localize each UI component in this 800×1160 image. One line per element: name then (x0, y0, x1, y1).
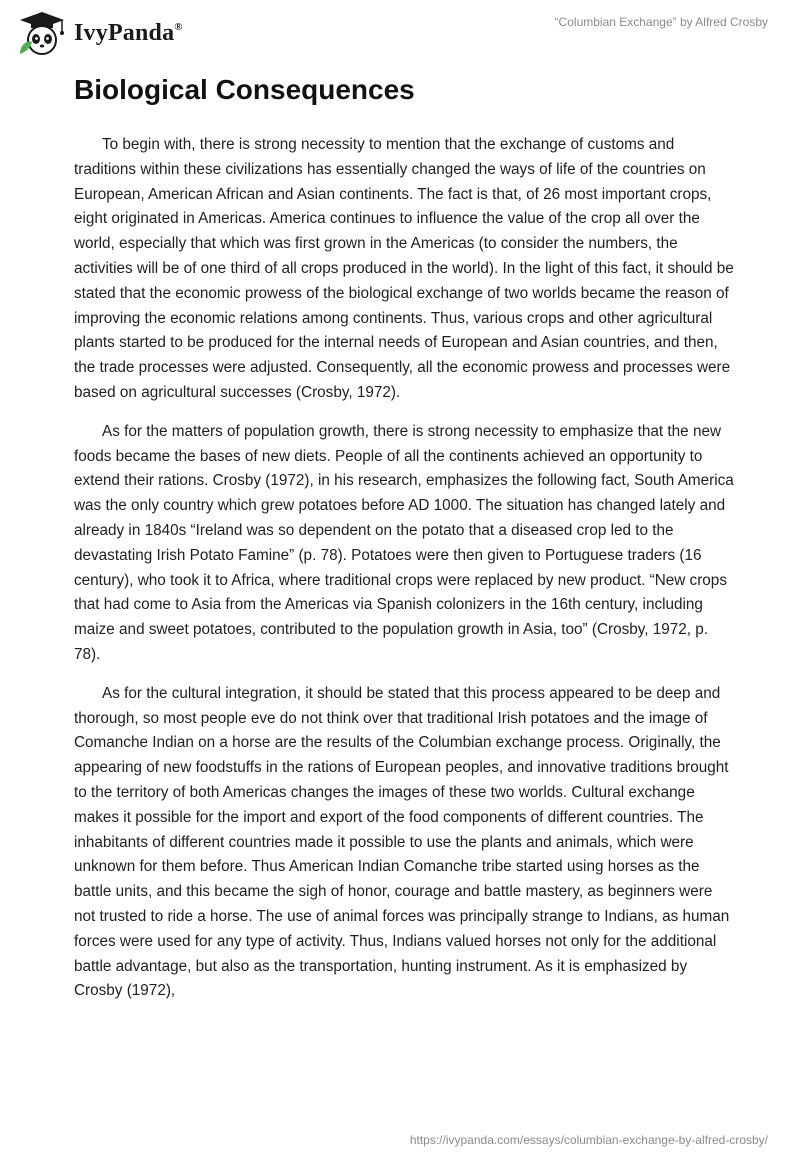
document-title: “Columbian Exchange” by Alfred Crosby (554, 15, 768, 29)
brand-name: IvyPanda® (74, 19, 183, 46)
paragraph: To begin with, there is strong necessity to mention that the exchange of customs and traditions within these civilizations has essentially changed the ways of life of the countries on European, American African and Asian continents. The fact is that, of 26 most important crops, eight originated in Americas. America continues to influence the value of the crop all over the world, especially that which was first grown in the Americas (to consider the numbers, the activities will be of one third of all crops produced in the world). In the light of this fact, it should be stated that the economic prowess of the biological exchange of two worlds became the reason of improving the economic relations among continents. Thus, various crops and other agricultural plants started to be produced for the internal needs of European and Asian countries, and then, the trade processes were adjusted. Consequently, all the economic prowess and processes were based on agricultural successes (Crosby, 1972). (74, 136, 734, 401)
paragraph: As for the cultural integration, it should be stated that this process appeared to be deep and thorough, so most people eve do not think over that traditional Irish potatoes and the image of Comanche Indian on a horse are the results of the Columbian exchange process. Originally, the appearing of new foodstuffs in the rations of European peoples, and innovative traditions brought to the territory of both Americas changes the images of these two worlds. Cultural exchange makes it possible for the import and export of the food components of different countries. The inhabitants of different countries made it possible to use the plants and animals, which were unknown for them before. Thus American Indian Comanche tribe started using horses as the battle units, and this became the sigh of honor, courage and battle mastery, as beginners were not trusted to ride a horse. The use of animal forces was principally strange to Indians, as human forces were used for any type of activity. Thus, Indians valued horses not only for the additional battle advantage, but also as the transportation, hunting instrument. As it is emphasized by Crosby (1972), (74, 684, 730, 1000)
source-url: https://ivypanda.com/essays/columbian-exchange-by-alfred-crosby/ (409, 1133, 768, 1147)
article-body (74, 133, 734, 1018)
trademark-symbol: ® (174, 20, 183, 33)
paragraph: As for the matters of population growth, there is strong necessity to emphasize that the new foods became the bases of new diets. People of all the continents achieved an opportunity to extend their rations. Crosby (1972), in his research, emphasizes the following fact, South America was the only country which grew potatoes before AD 1000. The situation has changed lately and already in 1840s “Ireland was so dependent on the potato that a diseased crop led to the devastating Irish Potato Famine” (p. 78). Potatoes were then given to Portuguese traders (16 century), who took it to Africa, where traditional crops were replaced by new product. “New crops that had come to Asia from the Americas via Spanish colonizers in the 16th century, including maize and sweet potatoes, contributed to the population growth in Asia, too” (Crosby, 1972, p. 78). (74, 422, 734, 663)
panda-graduation-cap-icon (14, 10, 70, 56)
brand-logo[interactable] (14, 10, 183, 56)
section-heading: Biological Consequences (74, 74, 415, 105)
